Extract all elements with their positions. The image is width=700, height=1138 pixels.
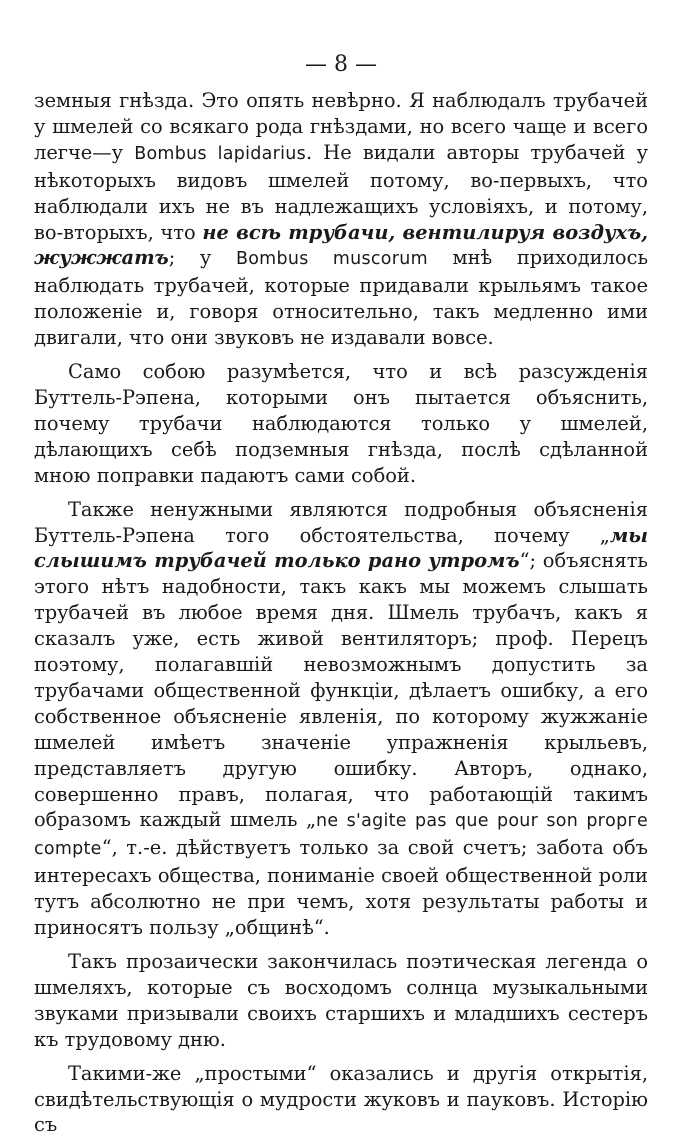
paragraph-1 (34, 88, 648, 351)
latin-text: Bombus muscorum (235, 249, 428, 270)
text-segment: Также ненужными являются подробныя объясненія Буттель-Рэпена того обстоятельства, почему „ (34, 497, 648, 547)
text-segment: “; объяснять этого нѣтъ надобности, такъ какъ мы можемъ слышать трубачей въ любое время дня. Шмель трубачъ, какъ я сказалъ уже, есть живой вентиляторъ; проф. Перецъ поэтому, полагавшій невозможнымъ допустить за трубачами общественной функціи, дѣлаетъ ошибку, а его собственное объясненіе явленія, по которому жужжаніе шмелей имѣетъ значеніе упражненія крыльевъ, представляетъ другую ошибку. Авторъ, однако, совершенно правъ, полагая, что работающій такимъ образомъ каждый шмель „ (34, 549, 648, 832)
text-segment: мнѣ приходилось наблюдать трубачей, которые придавали крыльямъ такое положеніе и, говоря относительно, такъ медленно ими двигали, что они звуковъ не издавали вовсе. (34, 246, 649, 350)
page-number: — 8 — (305, 52, 377, 77)
emphasized-text: не всѣ трубачи, вентилируя воздухъ, жужжатъ (34, 220, 648, 270)
paragraph-2 (34, 359, 648, 489)
latin-text: ne s'agite pas que pour son prорге compte (34, 811, 648, 860)
paragraph-3 (34, 497, 648, 941)
text-segment: Такими-же „простыми“ оказались и другія открытія, свидѣтельствующія о мудрости жуковъ и пауковъ. Исторію съ (34, 1061, 648, 1137)
text-segment: . Не видали авторы трубачей у нѣкоторыхъ видовъ шмелей потому, во-первыхъ, что наблюдали ихъ не въ надлежащихъ условіяхъ, и потому, во-вторыхъ, что (34, 140, 648, 244)
latin-text: Bombus lapidarius (134, 143, 306, 164)
text-segment: земныя гнѣзда. Это опять невѣрно. Я наблюдалъ трубачей у шмелей со всякаго рода гнѣздами, но всего чаще и всего легче—у (34, 89, 648, 164)
text-segment: “, т.-е. дѣйствуетъ только за свой счетъ; забота объ интересахъ общества, пониманіе своей общественной роли тутъ абсолютно не при чемъ, хотя результаты работы и приносятъ пользу „общинѣ“. (34, 836, 648, 940)
text-segment: Такъ прозаически закончилась поэтическая легенда о шмеляхъ, которые съ восходомъ солнца музыкальными звуками призывали своихъ старшихъ и младшихъ сестеръ къ трудовому дню. (34, 950, 648, 1051)
text-segment: ; у (168, 246, 236, 270)
emphasized-text: мы слышимъ трубачей только рано утромъ (34, 523, 648, 573)
text-segment: Само собою разумѣется, что и всѣ разсужденія Буттель-Рэпена, которыми онъ пытается объяснить, почему трубачи наблюдаются только у шмелей, дѣлающихъ себѣ подземныя гнѣзда, послѣ сдѣланной мною поправки падаютъ сами собой. (34, 360, 648, 487)
body-text (34, 88, 648, 1138)
paragraph-4 (34, 949, 648, 1053)
paragraph-5 (34, 1061, 648, 1138)
